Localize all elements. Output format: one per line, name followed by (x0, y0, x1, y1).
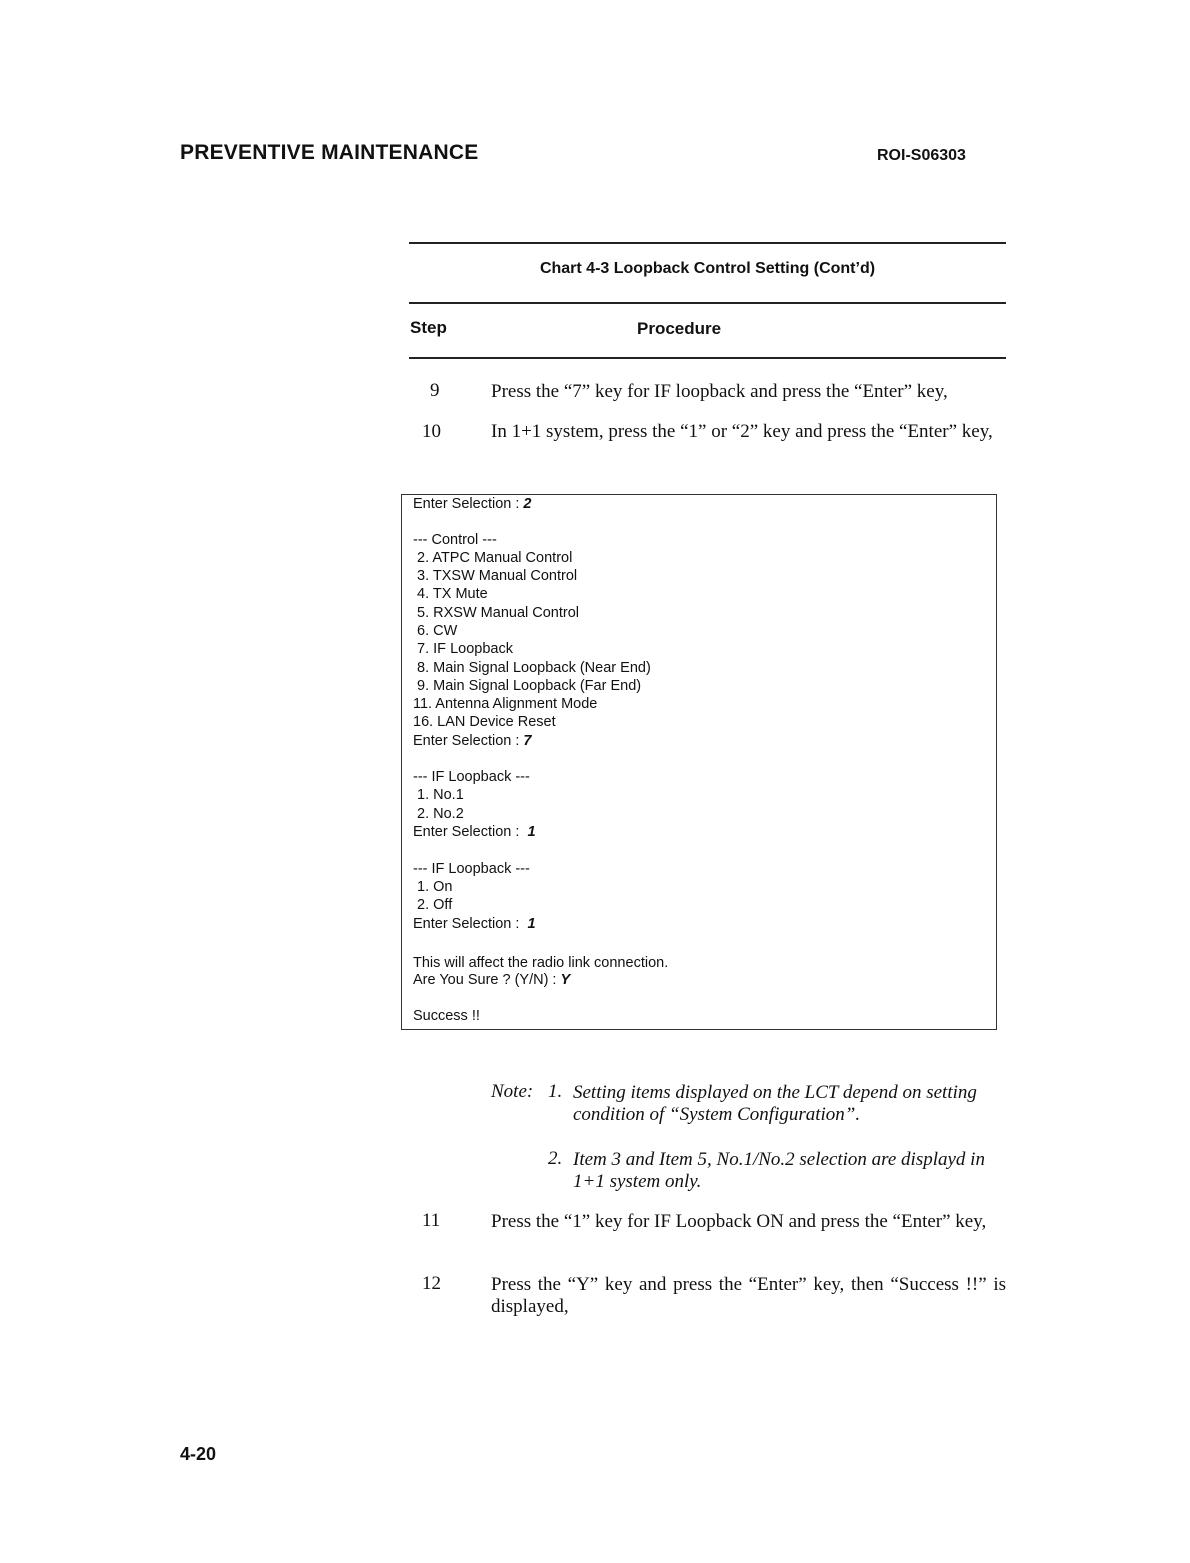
terminal-line: Enter Selection : 1 (413, 916, 536, 932)
chart-header-rule (409, 302, 1006, 304)
terminal-line: 8. Main Signal Loopback (Near End) (413, 660, 651, 676)
terminal-line: 4. TX Mute (413, 586, 488, 602)
page-number: 4-20 (180, 1444, 217, 1464)
note-item-text: Item 3 and Item 5, No.1/No.2 selection are displayd in 1+1 system only. (573, 1149, 985, 1192)
note-item-number: 1. (548, 1081, 563, 1102)
note-item-text: Setting items displayed on the LCT depend on setting condition of “System Configuration”. (573, 1082, 977, 1125)
terminal-line: Enter Selection : 1 (413, 824, 536, 840)
terminal-line: 1. On (413, 879, 453, 895)
step-text: Press the “1” key for IF Loopback ON and press the “Enter” key, (491, 1211, 987, 1232)
terminal-line: 1. No.1 (413, 787, 464, 803)
step-number: 12 (422, 1273, 441, 1294)
terminal-line: This will affect the radio link connection. (413, 955, 669, 971)
step-number: 11 (422, 1210, 441, 1231)
terminal-line: 6. CW (413, 623, 458, 639)
column-header-procedure: Procedure (637, 319, 722, 338)
step-number: 9 (430, 380, 440, 401)
chart-body-rule (409, 357, 1006, 359)
terminal-line: Enter Selection : 2 (413, 496, 532, 512)
note-label: Note: (491, 1081, 534, 1102)
note-item-number: 2. (548, 1148, 563, 1169)
step-text: Press the “7” key for IF loopback and press the “Enter” key, (491, 381, 948, 402)
terminal-line: 2. Off (413, 897, 453, 913)
terminal-line: 7. IF Loopback (413, 641, 513, 657)
terminal-line: 9. Main Signal Loopback (Far End) (413, 678, 642, 694)
terminal-line: 3. TXSW Manual Control (413, 568, 578, 584)
terminal-line: 11. Antenna Alignment Mode (413, 696, 598, 712)
terminal-line: 2. No.2 (413, 806, 464, 822)
terminal-line: --- Control --- (413, 532, 497, 548)
chart-top-rule (409, 242, 1006, 244)
terminal-line: 16. LAN Device Reset (413, 714, 556, 730)
step-number: 10 (422, 421, 441, 442)
chart-title: Chart 4-3 Loopback Control Setting (Cont’d) (539, 260, 876, 277)
page-header-title: PREVENTIVE MAINTENANCE (180, 141, 479, 164)
terminal-line: 2. ATPC Manual Control (413, 550, 573, 566)
terminal-line: Success !! (413, 1008, 480, 1024)
terminal-line: Are You Sure ? (Y/N) : Y (413, 972, 571, 988)
terminal-line: Enter Selection : 7 (413, 733, 532, 749)
document-code: ROI-S06303 (877, 147, 966, 164)
terminal-line: --- IF Loopback --- (413, 861, 530, 877)
step-text: In 1+1 system, press the “1” or “2” key and press the “Enter” key, (491, 421, 993, 442)
column-header-step: Step (410, 318, 447, 337)
lct-terminal-screen (401, 494, 997, 1030)
step-text: Press the “Y” key and press the “Enter” key, then “Success !!” is displayed, (491, 1274, 1006, 1317)
terminal-line: --- IF Loopback --- (413, 769, 530, 785)
terminal-line: 5. RXSW Manual Control (413, 605, 580, 621)
